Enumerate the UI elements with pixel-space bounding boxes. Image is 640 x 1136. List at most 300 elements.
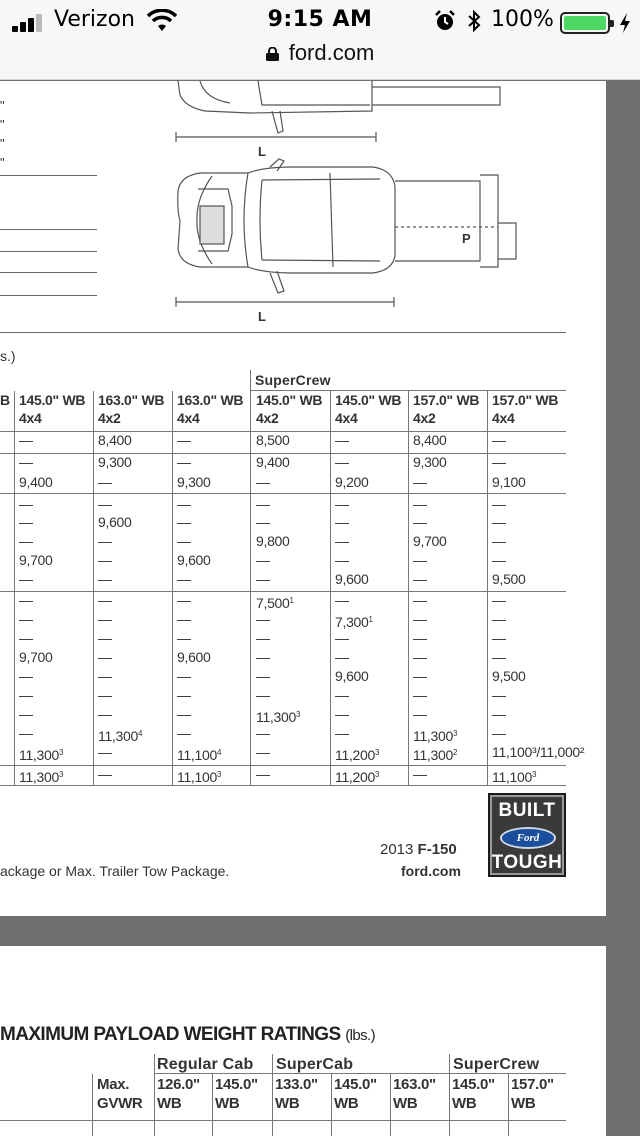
payload-title-text: MAXIMUM PAYLOAD WEIGHT RATINGS: [0, 1024, 341, 1045]
cell-value: 11,100: [492, 769, 532, 785]
column-header-unit: WB: [452, 1095, 477, 1112]
lock-icon: [266, 47, 279, 61]
cell-value: —: [492, 454, 506, 470]
cell-value: —: [335, 630, 349, 646]
site-label: ford.com: [401, 863, 461, 879]
cell-value: —: [256, 552, 270, 568]
table-cell: [98, 532, 112, 551]
table-cell: [19, 648, 53, 667]
table-cell: [177, 513, 191, 532]
cell-value: —: [256, 668, 270, 684]
url-text: ford.com: [288, 40, 375, 65]
cell-value: —: [492, 514, 506, 530]
cell-value: —: [335, 533, 349, 549]
table-cell: [492, 648, 506, 667]
cell-value: —: [256, 687, 270, 703]
column-header-unit: WB: [215, 1095, 240, 1112]
footnote-marker: 3: [531, 770, 537, 779]
table-cell: [492, 513, 506, 532]
table-cell: [98, 453, 132, 472]
table-cell: [335, 724, 349, 743]
table-cell: [98, 648, 112, 667]
table-cell: [492, 610, 506, 629]
footnote-marker: 3: [58, 770, 64, 779]
group-label-supercrew: SuperCrew: [255, 372, 331, 388]
table-cell: [413, 532, 447, 551]
cell-value: 9,500: [492, 571, 526, 587]
table-cell: [492, 667, 526, 686]
cell-value: —: [19, 496, 33, 512]
cell-value: 9,600: [177, 649, 211, 665]
cell-value: —: [413, 552, 427, 568]
cell-value: —: [413, 592, 427, 608]
table-cell: [492, 453, 506, 472]
cell-value: —: [98, 649, 112, 665]
table-cell: [19, 551, 53, 570]
table-cell: [413, 551, 427, 570]
cell-value: 11,100³/11,000²: [492, 744, 585, 760]
alarm-icon: [434, 10, 456, 32]
column-header-unit: WB: [275, 1095, 300, 1112]
table-cell: [19, 532, 33, 551]
table-cell: [256, 610, 270, 629]
carrier-name: Verizon: [54, 7, 135, 32]
column-header-wb: 163.0" WB: [98, 392, 165, 408]
column-header-drive: 4x2: [256, 410, 279, 426]
cell-value: —: [19, 611, 33, 627]
cell-value: —: [256, 496, 270, 512]
table-cell: [335, 570, 369, 589]
cell-value: 9,600: [98, 514, 132, 530]
cell-value: —: [98, 496, 112, 512]
table-cell: [98, 686, 112, 705]
table-cell: [335, 765, 379, 787]
row-divider: [0, 591, 566, 592]
spec-page: [0, 81, 606, 916]
cell-value: 11,100: [177, 769, 217, 785]
cell-value: —: [413, 514, 427, 530]
cell-value: —: [19, 454, 33, 470]
column-divider: [408, 391, 409, 785]
column-header-drive: 4x4: [177, 410, 200, 426]
table-cell: [492, 591, 506, 610]
column-divider: [154, 1054, 155, 1136]
cell-value: —: [492, 552, 506, 568]
cell-value: —: [492, 725, 506, 741]
table-cell: [492, 743, 584, 762]
table-cell: [177, 495, 191, 514]
table-cell: [413, 570, 427, 589]
group-divider: [154, 1073, 566, 1074]
cell-value: 9,400: [19, 474, 53, 490]
cell-value: —: [413, 611, 427, 627]
payload-title-units: (lbs.): [345, 1027, 375, 1044]
cell-value: 11,200: [335, 747, 375, 763]
table-cell: [335, 629, 349, 648]
table-cell: [177, 765, 221, 787]
cell-value: —: [177, 630, 191, 646]
cell-value: 11,200: [335, 769, 375, 785]
cell-value: —: [492, 496, 506, 512]
cell-value: —: [335, 706, 349, 722]
table-cell: [492, 570, 526, 589]
cell-value: —: [19, 514, 33, 530]
table-cell: [98, 495, 112, 514]
cell-value: 8,400: [98, 432, 132, 448]
table-cell: [177, 629, 191, 648]
cell-value: 11,100: [177, 747, 217, 763]
column-divider: [172, 391, 173, 785]
column-divider: [272, 1054, 273, 1136]
cell-value: 9,800: [256, 533, 290, 549]
stub-value: ": [0, 155, 5, 170]
table-cell: [177, 648, 211, 667]
table-cell: [413, 610, 427, 629]
table-cell: [492, 705, 506, 724]
cell-value: 7,500: [256, 595, 290, 611]
column-header-wb: B: [0, 392, 10, 408]
table-cell: [256, 667, 270, 686]
group-divider: [250, 390, 566, 391]
cell-value: —: [256, 649, 270, 665]
cell-value: —: [98, 744, 112, 760]
cell-value: —: [19, 432, 33, 448]
footnote-marker: 2: [452, 748, 458, 757]
column-header-unit: WB: [511, 1095, 536, 1112]
table-cell: [256, 686, 270, 705]
table-cell: [256, 532, 290, 551]
table-cell: [335, 453, 349, 472]
table-cell: [98, 473, 112, 492]
table-cell: [413, 629, 427, 648]
column-header-unit: WB: [393, 1095, 418, 1112]
cell-value: 9,600: [177, 552, 211, 568]
table-cell: [19, 495, 33, 514]
cell-value: —: [256, 611, 270, 627]
cell-value: 11,300: [256, 709, 296, 725]
table-cell: [98, 705, 112, 724]
column-header-drive: 4x4: [19, 410, 42, 426]
table-cell: [256, 648, 270, 667]
cell-value: 11,300: [413, 747, 453, 763]
cell-value: 9,300: [177, 474, 211, 490]
cell-value: —: [98, 592, 112, 608]
cell-value: —: [98, 668, 112, 684]
cell-value: —: [492, 649, 506, 665]
length-label-top: L: [258, 144, 266, 159]
table-cell: [19, 743, 63, 765]
table-cell: [492, 431, 506, 450]
table-cell: [256, 473, 270, 492]
table-cell: [256, 453, 290, 472]
footnote-text: ackage or Max. Trailer Tow Package.: [0, 863, 230, 879]
truck-dimension-diagram: [0, 81, 606, 331]
section-rule: [0, 332, 566, 333]
cell-value: —: [256, 766, 270, 782]
cell-value: —: [98, 611, 112, 627]
column-divider: [390, 1074, 391, 1136]
group-label: Regular Cab: [157, 1056, 254, 1073]
column-header-wb: 133.0": [275, 1076, 318, 1093]
table-cell: [177, 667, 191, 686]
cell-value: —: [177, 533, 191, 549]
cell-value: —: [177, 592, 191, 608]
table-cell: [492, 532, 506, 551]
table-cell: [256, 431, 290, 450]
table-cell: [413, 591, 427, 610]
cell-value: —: [413, 630, 427, 646]
table-cell: [413, 765, 427, 784]
column-header-wb: 163.0": [393, 1076, 436, 1093]
table-cell: [492, 473, 526, 492]
table-cell: [98, 431, 132, 450]
table-cell: [98, 591, 112, 610]
footnote-marker: 3: [58, 748, 64, 757]
column-divider: [508, 1074, 509, 1136]
cell-value: —: [177, 725, 191, 741]
cell-value: —: [19, 571, 33, 587]
cell-value: —: [177, 687, 191, 703]
table-cell: [335, 686, 349, 705]
cell-value: —: [19, 668, 33, 684]
cell-value: —: [98, 706, 112, 722]
logo-text-bottom: TOUGH: [491, 852, 563, 873]
column-header-wb: 145.0" WB: [256, 392, 323, 408]
table-cell: [177, 743, 221, 765]
footnote-marker: 3: [295, 710, 301, 719]
table-cell: [335, 473, 369, 492]
cell-value: —: [492, 630, 506, 646]
group-label: SuperCab: [276, 1056, 354, 1073]
cell-value: —: [335, 552, 349, 568]
table-cell: [19, 473, 53, 492]
cell-value: —: [256, 630, 270, 646]
cell-value: —: [492, 706, 506, 722]
table-cell: [177, 724, 191, 743]
footnote-marker: 4: [216, 748, 222, 757]
cell-value: —: [19, 687, 33, 703]
cell-value: 11,300: [413, 728, 453, 744]
cell-value: —: [19, 630, 33, 646]
table-cell: [19, 453, 33, 472]
address-bar[interactable]: [0, 40, 640, 66]
column-header-wb: 145.0": [334, 1076, 377, 1093]
units-label: s.): [0, 348, 16, 364]
column-divider: [92, 1074, 93, 1136]
table-cell: [413, 473, 427, 492]
table-cell: [256, 724, 270, 743]
table-cell: [177, 453, 191, 472]
table-cell: [177, 532, 191, 551]
column-divider: [250, 370, 251, 785]
table-cell: [335, 667, 369, 686]
table-cell: [335, 431, 349, 450]
length-label-bottom: L: [258, 309, 266, 324]
cell-value: —: [177, 514, 191, 530]
cell-value: —: [413, 687, 427, 703]
cell-value: 7,300: [335, 614, 369, 630]
table-cell: [19, 667, 33, 686]
cell-value: —: [335, 592, 349, 608]
table-cell: [256, 513, 270, 532]
row-divider: [0, 785, 566, 786]
cell-value: 9,700: [19, 552, 53, 568]
cell-value: —: [256, 571, 270, 587]
column-header-wb: 126.0": [157, 1076, 200, 1093]
cell-value: —: [177, 668, 191, 684]
cell-value: —: [19, 706, 33, 722]
cell-value: 9,200: [335, 474, 369, 490]
logo-text-top: BUILT: [498, 800, 556, 821]
footnote-marker: 3: [452, 729, 458, 738]
table-cell: [413, 431, 447, 450]
table-cell: [413, 667, 427, 686]
footnote-marker: 4: [137, 729, 143, 738]
table-cell: [98, 551, 112, 570]
table-cell: [335, 591, 349, 610]
table-cell: [19, 705, 33, 724]
column-header-wb: 145.0" WB: [19, 392, 86, 408]
column-divider: [487, 391, 488, 785]
table-cell: [19, 765, 63, 787]
cell-value: —: [492, 687, 506, 703]
table-cell: [256, 495, 270, 514]
cell-value: —: [177, 706, 191, 722]
table-cell: [177, 570, 191, 589]
header-divider: [0, 1120, 566, 1121]
cell-value: —: [413, 496, 427, 512]
table-cell: [19, 591, 33, 610]
cell-value: —: [413, 668, 427, 684]
column-header-wb: 145.0" WB: [335, 392, 402, 408]
cell-value: —: [335, 432, 349, 448]
cell-value: —: [335, 496, 349, 512]
column-header-wb: 157.0" WB: [413, 392, 480, 408]
cell-value: —: [177, 571, 191, 587]
cell-value: —: [335, 649, 349, 665]
table-cell: [98, 743, 112, 762]
cell-value: 9,600: [335, 571, 369, 587]
table-cell: [413, 453, 447, 472]
payload-page: [0, 946, 606, 1136]
cell-value: 9,300: [98, 454, 132, 470]
column-header-wb: Max.: [97, 1076, 130, 1093]
status-bar: [0, 0, 640, 80]
table-cell: [492, 629, 506, 648]
footnote-marker: 1: [368, 615, 373, 624]
table-cell: [98, 610, 112, 629]
table-cell: [98, 629, 112, 648]
table-cell: [19, 686, 33, 705]
cell-value: —: [19, 592, 33, 608]
column-divider: [449, 1054, 450, 1136]
table-cell: [335, 743, 379, 765]
payload-title: [0, 1024, 375, 1046]
cell-value: —: [256, 744, 270, 760]
stub-value: ": [0, 98, 5, 113]
table-cell: [335, 532, 349, 551]
cell-value: —: [492, 432, 506, 448]
footnote-marker: 1: [289, 596, 294, 605]
edition-title: [380, 841, 457, 858]
row-divider: [0, 765, 566, 766]
column-header-drive: 4x4: [492, 410, 515, 426]
cell-value: 9,500: [492, 668, 526, 684]
column-header-wb: 157.0": [511, 1076, 554, 1093]
column-divider: [14, 391, 15, 785]
table-cell: [413, 513, 427, 532]
cell-value: —: [413, 571, 427, 587]
column-header-unit: GVWR: [97, 1095, 143, 1112]
table-cell: [335, 648, 349, 667]
table-cell: [413, 743, 457, 765]
built-ford-tough-logo: [488, 793, 566, 877]
cell-value: —: [335, 514, 349, 530]
table-cell: [19, 431, 33, 450]
cell-value: —: [19, 725, 33, 741]
cell-value: 11,300: [98, 728, 138, 744]
column-divider: [331, 1074, 332, 1136]
cell-value: —: [98, 552, 112, 568]
cell-value: —: [256, 725, 270, 741]
table-cell: [98, 570, 112, 589]
cell-value: 9,300: [413, 454, 447, 470]
table-cell: [98, 667, 112, 686]
column-divider: [212, 1074, 213, 1136]
battery-percent: 100%: [491, 7, 554, 32]
table-cell: [413, 705, 427, 724]
table-cell: [19, 610, 33, 629]
clock: 9:15 AM: [267, 7, 373, 32]
column-header-drive: 4x2: [413, 410, 436, 426]
cell-value: 8,400: [413, 432, 447, 448]
charging-bolt-icon: [618, 12, 632, 34]
table-cell: [177, 610, 191, 629]
table-cell: [177, 551, 211, 570]
battery-icon: [560, 12, 610, 34]
table-cell: [98, 765, 112, 784]
table-cell: [335, 513, 349, 532]
cell-value: —: [335, 725, 349, 741]
table-cell: [413, 686, 427, 705]
table-cell: [256, 743, 270, 762]
cell-value: 9,600: [335, 668, 369, 684]
column-header-wb: 157.0" WB: [492, 392, 559, 408]
cell-value: 11,300: [19, 747, 59, 763]
column-header-wb: 145.0": [452, 1076, 495, 1093]
table-cell: [19, 513, 33, 532]
cell-value: —: [177, 454, 191, 470]
table-cell: [177, 591, 191, 610]
table-cell: [256, 765, 270, 784]
cell-value: —: [413, 649, 427, 665]
table-cell: [19, 570, 33, 589]
table-cell: [98, 513, 132, 532]
cell-value: 9,700: [19, 649, 53, 665]
cell-value: —: [98, 474, 112, 490]
table-cell: [177, 705, 191, 724]
cell-value: —: [492, 533, 506, 549]
cell-value: —: [177, 496, 191, 512]
table-cell: [492, 686, 506, 705]
cell-value: —: [492, 592, 506, 608]
cell-value: —: [413, 706, 427, 722]
footnote-marker: 3: [374, 770, 380, 779]
column-divider: [93, 391, 94, 785]
table-cell: [335, 551, 349, 570]
cell-value: —: [335, 454, 349, 470]
table-cell: [492, 724, 506, 743]
